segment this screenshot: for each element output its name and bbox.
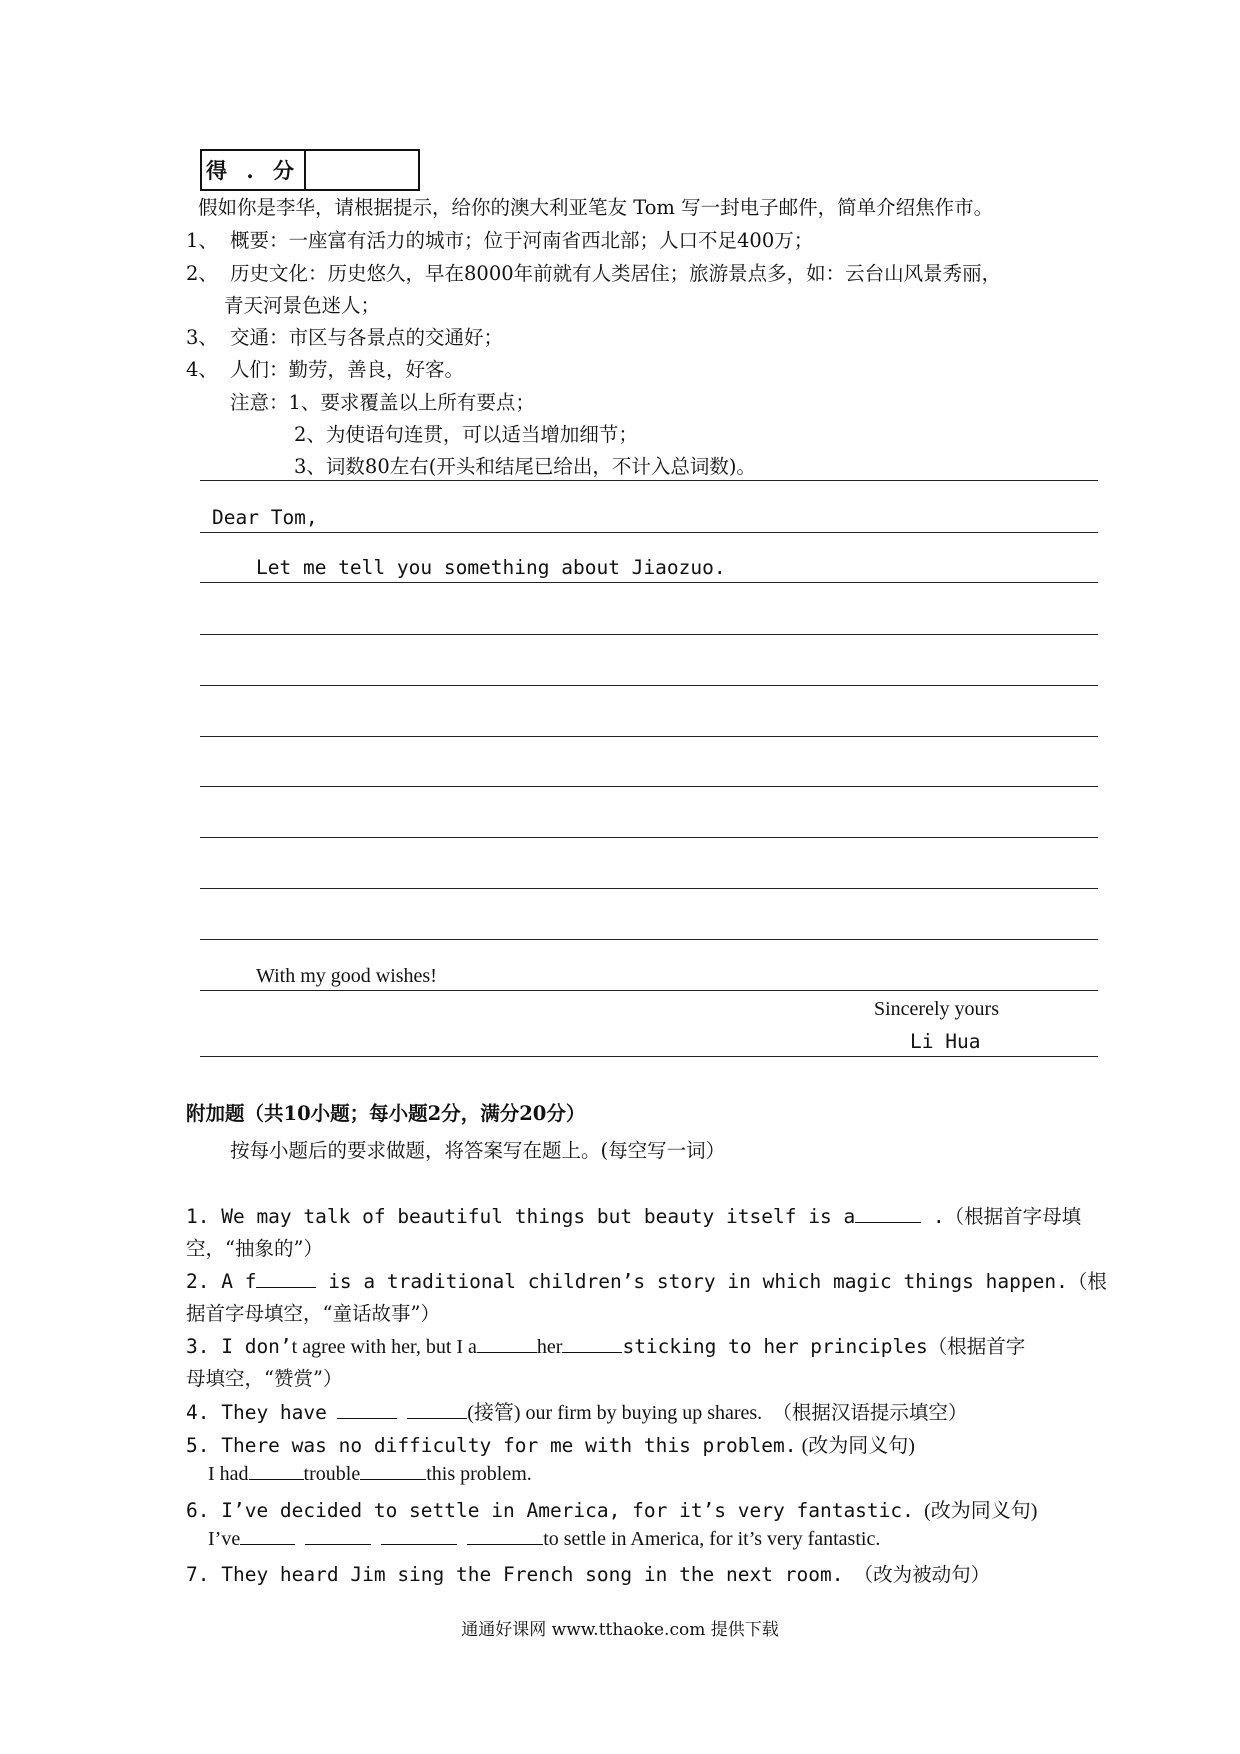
prompt-note-1: 注意：1、要求覆盖以上所有要点； — [230, 391, 535, 414]
letter-salutation: Dear Tom, — [212, 506, 318, 529]
question-5-hint: (改为同义句) — [801, 1435, 915, 1457]
question-3-hint-cont: 母填空，“赞赏”） — [186, 1367, 343, 1390]
answer-blank[interactable] — [249, 1461, 304, 1480]
answer-blank[interactable] — [855, 1204, 921, 1223]
score-box — [200, 149, 420, 191]
question-5-answer-b: trouble — [303, 1463, 361, 1485]
question-2-rest: is a traditional children’s story in which magic things happen.（根 — [316, 1270, 1107, 1293]
answer-blank[interactable] — [305, 1526, 371, 1545]
answer-blank[interactable] — [381, 1526, 457, 1545]
writing-line — [200, 532, 1098, 533]
writing-line[interactable] — [200, 736, 1098, 737]
answer-blank[interactable] — [337, 1400, 397, 1419]
question-5-answer-a: I had — [208, 1463, 249, 1485]
question-1-text: 1. We may talk of beautiful things but beauty itself is a — [186, 1205, 856, 1228]
question-3 — [186, 1331, 1025, 1359]
letter-opening: Let me tell you something about Jiaozuo. — [256, 556, 726, 579]
writing-line[interactable] — [200, 786, 1098, 787]
question-3-text: 3. I don’ — [186, 1335, 292, 1358]
answer-blank[interactable] — [407, 1400, 467, 1419]
question-7-hint: （改为被动句） — [853, 1563, 991, 1586]
answer-blank[interactable] — [562, 1334, 622, 1353]
score-value[interactable] — [306, 151, 418, 189]
prompt-item-2-text: 历史文化：历史悠久，早在8000年前就有人类居住；旅游景点多，如：云台山风景秀丽， — [230, 262, 1002, 285]
question-6-answer-a: I’ve — [208, 1528, 241, 1550]
writing-line[interactable] — [200, 582, 1098, 583]
question-4-hint: （根据汉语提示填空） — [772, 1401, 968, 1424]
answer-blank[interactable] — [360, 1461, 426, 1480]
page-footer: 通通好课网 www.tthaoke.com 提供下载 — [461, 1620, 779, 1640]
question-4-rest: (接管) our firm by buying up shares. — [467, 1402, 763, 1424]
question-5-answer — [208, 1461, 532, 1486]
prompt-item-1-num: 1、 — [186, 229, 218, 252]
extra-instruction: 按每小题后的要求做题，将答案写在题上。(每空写一词） — [230, 1139, 726, 1162]
answer-blank[interactable] — [477, 1334, 537, 1353]
prompt-item-2-num: 2、 — [186, 262, 218, 285]
prompt-item-2-cont: 青天河景色迷人； — [224, 294, 381, 317]
question-3-text-c: her — [536, 1336, 563, 1358]
question-6-answer-b: to settle in America, for it’s very fantastic. — [543, 1528, 881, 1550]
letter-signoff: Sincerely yours — [874, 998, 999, 1020]
prompt-note-3: 3、词数80左右(开头和结尾已给出，不计入总词数)。 — [294, 455, 756, 478]
writing-line[interactable] — [200, 939, 1098, 940]
prompt-item-3-text: 交通：市区与各景点的交通好； — [230, 326, 504, 349]
writing-line — [200, 1056, 1098, 1057]
question-1 — [186, 1201, 1081, 1229]
question-3-text-d: sticking to her principles — [622, 1335, 928, 1358]
question-2-hint-cont: 据首字母填空，“童话故事”） — [186, 1302, 440, 1325]
question-6-answer — [208, 1526, 880, 1551]
question-7-text: 7. They heard Jim sing the French song in the next room. — [186, 1563, 844, 1586]
question-6-hint: (改为同义句) — [924, 1500, 1038, 1522]
prompt-item-4-text: 人们：勤劳，善良，好客。 — [230, 358, 465, 381]
answer-blank[interactable] — [256, 1269, 316, 1288]
question-3-text-b: t agree with her, but I a — [291, 1336, 477, 1358]
writing-line[interactable] — [200, 685, 1098, 686]
writing-line[interactable] — [200, 837, 1098, 838]
letter-closing: With my good wishes! — [256, 965, 437, 987]
prompt-item-3-num: 3、 — [186, 326, 218, 349]
question-5 — [186, 1429, 915, 1458]
writing-line — [200, 480, 1098, 481]
score-label: 得 . 分 — [202, 151, 306, 189]
writing-line[interactable] — [200, 888, 1098, 889]
question-1-hint-cont: 空，“抽象的”） — [186, 1237, 323, 1260]
question-2 — [186, 1266, 1107, 1294]
question-6-text: 6. I’ve decided to settle in America, for it’s very fantastic. — [186, 1499, 914, 1522]
question-4 — [186, 1396, 967, 1425]
question-3-hint: （根据首字 — [927, 1335, 1026, 1358]
question-6 — [186, 1494, 1037, 1523]
prompt-item-4-num: 4、 — [186, 358, 218, 381]
question-2-text: 2. A f — [186, 1270, 257, 1293]
prompt-intro: 假如你是李华，请根据提示，给你的澳大利亚笔友 Tom 写一封电子邮件，简单介绍焦作市。 — [198, 196, 994, 219]
question-5-answer-c: this problem. — [426, 1463, 532, 1485]
answer-blank[interactable] — [467, 1526, 543, 1545]
writing-line[interactable] — [200, 634, 1098, 635]
question-1-hint: .（根据首字母填 — [921, 1205, 1082, 1228]
answer-blank[interactable] — [240, 1526, 295, 1545]
extra-title: 附加题（共10小题；每小题2分，满分20分） — [186, 1102, 586, 1125]
writing-line — [200, 990, 1098, 991]
question-4-text: 4. They have — [186, 1401, 327, 1424]
question-7 — [186, 1559, 990, 1587]
prompt-note-2: 2、为使语句连贯，可以适当增加细节； — [294, 423, 638, 446]
question-5-text: 5. There was no difficulty for me with this problem. — [186, 1434, 797, 1457]
prompt-item-1-text: 概要：一座富有活力的城市；位于河南省西北部；人口不足400万； — [230, 229, 814, 252]
letter-name: Li Hua — [910, 1030, 981, 1053]
